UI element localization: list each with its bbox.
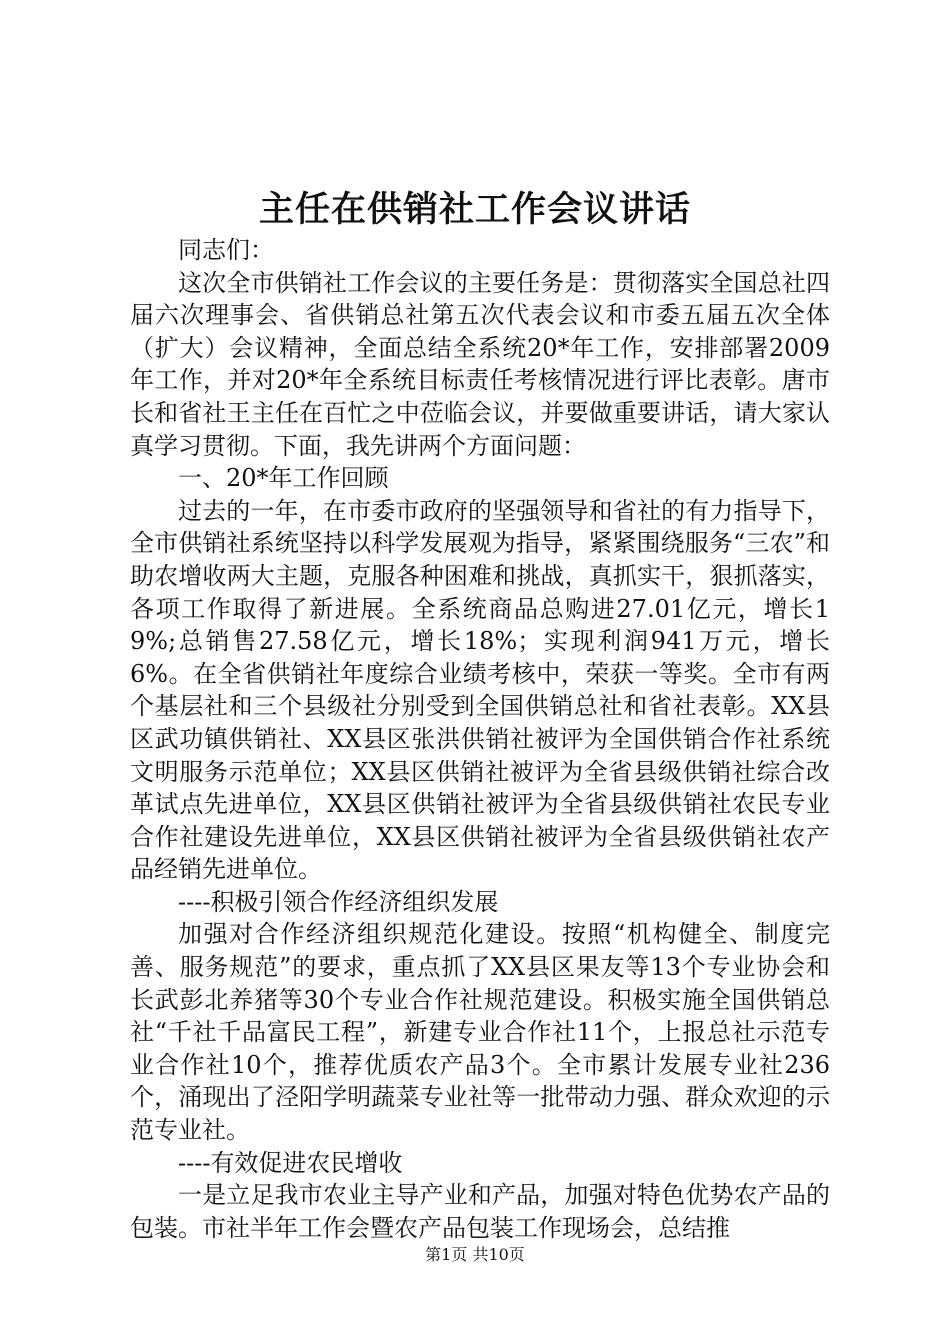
subheading-income: ----有效促进农民增收 bbox=[178, 1148, 403, 1177]
page-title: 主任在供销社工作会议讲话 bbox=[258, 189, 691, 230]
income-paragraph: 一是立足我市农业主导产业和产品，加强对特色优势农产品的包装。市社半年工作会暨农产品包装工作现场会，总结推 bbox=[130, 1181, 830, 1242]
section-heading-review: 一、20*年工作回顾 bbox=[178, 464, 389, 493]
review-paragraph: 过去的一年，在市委市政府的坚强领导和省社的有力指导下，全市供销社系统坚持以科学发展观为指导，紧紧围绕服务“三农”和助农增收两大主题，克服各种困难和挑战，真抓实干，狠抓落实，各项工作取得了新进展。全系统商品总购进27.01亿元，增长19%;总销售27.58亿元，增长18%；实现利润941万元，增长6%。在全省供销社年度综合业绩考核中，荣获一等奖。全市有两个基层社和三个县级社分别受到全国供销总社和省社表彰。XX县区武功镇供销社、XX县区张洪供销社被评为全国供销合作社系统文明服务示范单位；XX县区供销社被评为全省县级供销社综合改革试点先进单位，XX县区供销社被评为全省县级供销社农民专业合作社建设先进单位，XX县区供销社被评为全省县级供销社农产品经销先进单位。 bbox=[130, 496, 830, 884]
subheading-cooperative: ----积极引领合作经济组织发展 bbox=[178, 887, 499, 916]
intro-paragraph: 这次全市供销社工作会议的主要任务是：贯彻落实全国总社四届六次理事会、省供销总社第五次代表会议和市委五届五次全体（扩大）会议精神，全面总结全系统20*年工作，安排部署2009年工作，并对20*年全系统目标责任考核情况进行评比表彰。唐市长和省社王主任在百忙之中莅临会议，并要做重要讲话，请大家认真学习贯彻。下面，我先讲两个方面问题： bbox=[130, 268, 830, 460]
cooperative-paragraph: 加强对合作经济组织规范化建设。按照“机构健全、制度完善、服务规范”的要求，重点抓了XX县区果友等13个专业协会和长武彭北养猪等30个专业合作社规范建设。积极实施全国供销总社“千社千品富民工程”，新建专业合作社11个，上报总社示范专业合作社10个，推荐优质农产品3个。全市累计发展专业社236个，涌现出了泾阳学明蔬菜专业社等一批带动力强、群众欢迎的示范专业社。 bbox=[130, 920, 830, 1145]
page-footer: 第1页 共10页 bbox=[425, 1245, 525, 1264]
salutation-paragraph: 同志们： bbox=[178, 236, 274, 264]
document-body bbox=[130, 234, 830, 1244]
